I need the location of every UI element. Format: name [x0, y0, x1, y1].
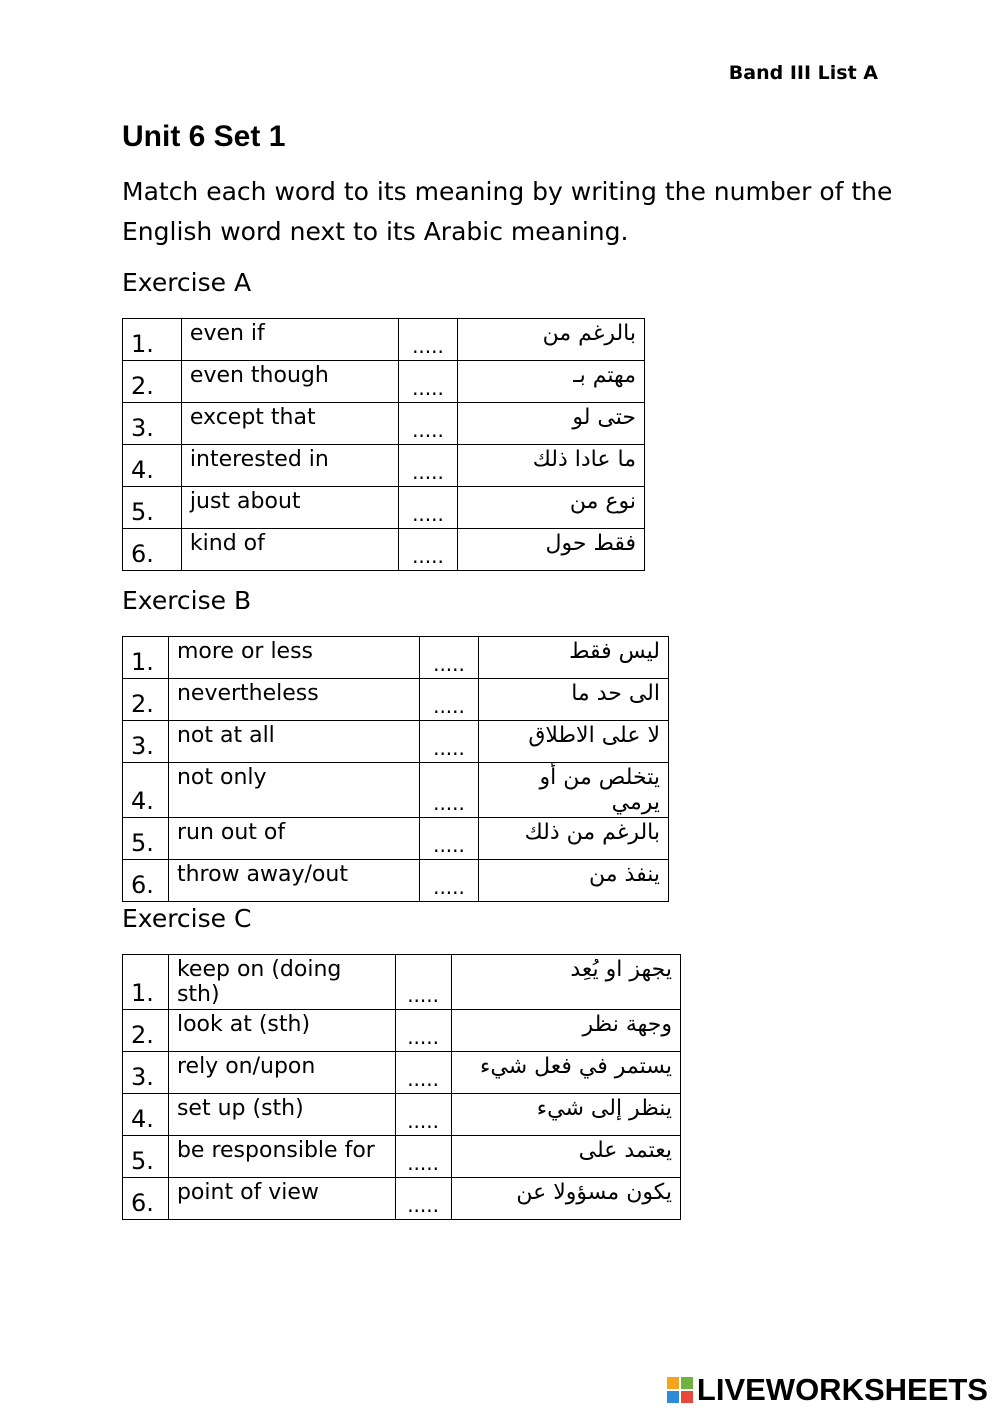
row-number: 4. — [123, 1094, 169, 1136]
arabic-meaning: يكون مسؤولا عن — [451, 1178, 680, 1220]
table-row — [123, 679, 669, 721]
arabic-meaning: حتى لو — [458, 403, 645, 445]
arabic-meaning: نوع من — [458, 487, 645, 529]
english-word: more or less — [168, 637, 419, 679]
table-row — [123, 860, 669, 902]
table-row — [123, 1178, 681, 1220]
arabic-meaning: يعتمد على — [451, 1136, 680, 1178]
row-number: 1. — [123, 955, 169, 1010]
liveworksheets-logo — [667, 1372, 988, 1408]
arabic-meaning: ينظر إلى شيء — [451, 1094, 680, 1136]
instructions: Match each word to its meaning by writing the number of the English word next to its Arabic meaning. — [122, 177, 893, 246]
row-number: 3. — [123, 1052, 169, 1094]
answer-blank[interactable]: ..... — [398, 403, 458, 445]
row-number: 5. — [123, 818, 169, 860]
english-word: point of view — [168, 1178, 395, 1220]
row-number: 2. — [123, 361, 182, 403]
answer-blank[interactable]: ..... — [398, 319, 458, 361]
table-row — [123, 1094, 681, 1136]
english-word: even though — [181, 361, 398, 403]
answer-blank[interactable]: ..... — [395, 1094, 451, 1136]
arabic-meaning: يتخلص من أو يرمي — [479, 763, 669, 818]
arabic-meaning: ما عادا ذلك — [458, 445, 645, 487]
table-row — [123, 955, 681, 1010]
exercise-b-heading: Exercise B — [122, 586, 252, 615]
english-word: set up (sth) — [168, 1094, 395, 1136]
answer-blank[interactable]: ..... — [395, 1178, 451, 1220]
english-word: be responsible for — [168, 1136, 395, 1178]
row-number: 3. — [123, 721, 169, 763]
arabic-meaning: يستمر في فعل شيء — [451, 1052, 680, 1094]
answer-blank[interactable]: ..... — [419, 860, 479, 902]
answer-blank[interactable]: ..... — [398, 529, 458, 571]
table-row — [123, 818, 669, 860]
exercise-c-table — [122, 954, 681, 1220]
answer-blank[interactable]: ..... — [419, 818, 479, 860]
answer-blank[interactable]: ..... — [398, 445, 458, 487]
arabic-meaning: وجهة نظر — [451, 1010, 680, 1052]
band-label: Band III List A — [728, 62, 878, 84]
answer-blank[interactable]: ..... — [395, 955, 451, 1010]
arabic-meaning: ينفذ من — [479, 860, 669, 902]
english-word: interested in — [181, 445, 398, 487]
row-number: 5. — [123, 487, 182, 529]
english-word: nevertheless — [168, 679, 419, 721]
answer-blank[interactable]: ..... — [398, 487, 458, 529]
english-word: kind of — [181, 529, 398, 571]
table-row — [123, 1136, 681, 1178]
row-number: 2. — [123, 679, 169, 721]
table-row — [123, 529, 645, 571]
table-row — [123, 361, 645, 403]
logo-text: LIVEWORKSHEETS — [696, 1372, 988, 1407]
arabic-meaning: يجهز او يُعِد — [451, 955, 680, 1010]
answer-blank[interactable]: ..... — [395, 1052, 451, 1094]
arabic-meaning: مهتم بـ — [458, 361, 645, 403]
answer-blank[interactable]: ..... — [395, 1136, 451, 1178]
exercise-c-heading: Exercise C — [122, 904, 252, 933]
answer-blank[interactable]: ..... — [398, 361, 458, 403]
english-word: rely on/upon — [168, 1052, 395, 1094]
exercise-a-heading: Exercise A — [122, 268, 252, 297]
table-row — [123, 763, 669, 818]
row-number: 2. — [123, 1010, 169, 1052]
english-word: not at all — [168, 721, 419, 763]
row-number: 1. — [123, 319, 182, 361]
answer-blank[interactable]: ..... — [419, 763, 479, 818]
english-word: run out of — [168, 818, 419, 860]
row-number: 5. — [123, 1136, 169, 1178]
answer-blank[interactable]: ..... — [419, 679, 479, 721]
table-row — [123, 319, 645, 361]
english-word: keep on (doing sth) — [168, 955, 395, 1010]
answer-blank[interactable]: ..... — [395, 1010, 451, 1052]
row-number: 4. — [123, 445, 182, 487]
arabic-meaning: الى حد ما — [479, 679, 669, 721]
row-number: 3. — [123, 403, 182, 445]
english-word: throw away/out — [168, 860, 419, 902]
arabic-meaning: فقط حول — [458, 529, 645, 571]
table-row — [123, 1010, 681, 1052]
row-number: 6. — [123, 1178, 169, 1220]
arabic-meaning: لا على الاطلاق — [479, 721, 669, 763]
table-row — [123, 637, 669, 679]
row-number: 4. — [123, 763, 169, 818]
english-word: look at (sth) — [168, 1010, 395, 1052]
english-word: just about — [181, 487, 398, 529]
row-number: 6. — [123, 860, 169, 902]
table-row — [123, 1052, 681, 1094]
exercise-b-table — [122, 636, 669, 902]
page-title: Unit 6 Set 1 — [122, 120, 286, 153]
english-word: except that — [181, 403, 398, 445]
table-row — [123, 445, 645, 487]
table-row — [123, 403, 645, 445]
english-word: not only — [168, 763, 419, 818]
row-number: 1. — [123, 637, 169, 679]
answer-blank[interactable]: ..... — [419, 637, 479, 679]
table-row — [123, 487, 645, 529]
exercise-a-table — [122, 318, 645, 571]
table-row — [123, 721, 669, 763]
arabic-meaning: بالرغم من — [458, 319, 645, 361]
liveworksheets-logo-icon — [667, 1377, 693, 1403]
arabic-meaning: ليس فقط — [479, 637, 669, 679]
row-number: 6. — [123, 529, 182, 571]
arabic-meaning: بالرغم من ذلك — [479, 818, 669, 860]
english-word: even if — [181, 319, 398, 361]
answer-blank[interactable]: ..... — [419, 721, 479, 763]
